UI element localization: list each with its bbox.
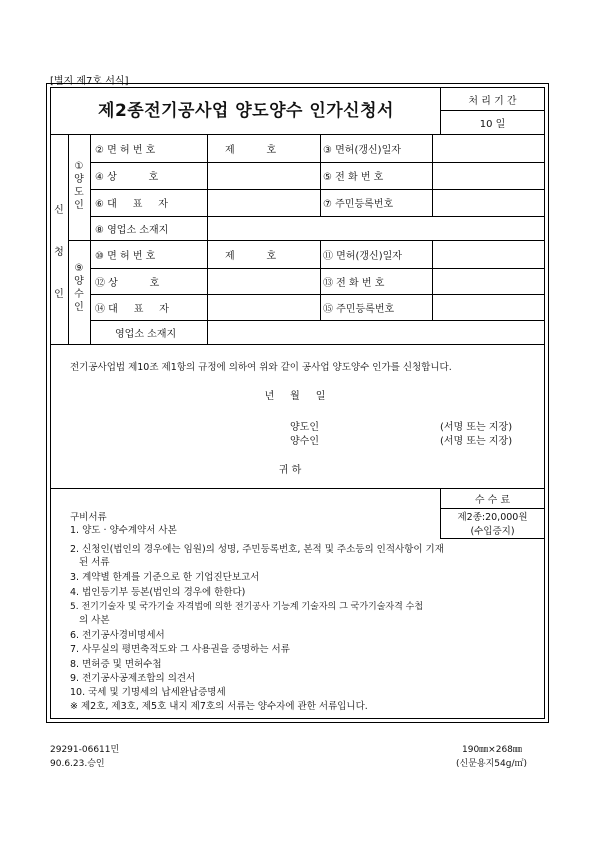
required-doc-item: 의 사본 xyxy=(70,615,110,626)
applicant-group-label: 신청인 xyxy=(54,205,64,300)
required-doc-item: 2. 신청인(법인의 경우에는 임원)의 성명, 주민등록번호, 본적 및 주소등의 인적사항이 기재 xyxy=(70,544,444,555)
required-doc-item: 10. 국세 및 기명세의 납세완납증명세 xyxy=(70,687,226,698)
date-line: 년 월 일 xyxy=(264,390,326,402)
form-title: 제2종전기공사업 양도양수 인가신청서 xyxy=(98,101,394,121)
transferor-label: ① 양 도 인 xyxy=(74,161,84,211)
processing-period-label: 처 리 기 간 xyxy=(468,95,517,107)
application-statement: 전기공사업법 제10조 제1항의 규정에 의하여 위와 같이 공사업 양도양수 인가를 신청합니다. xyxy=(70,362,452,373)
transferee-label: ⑨ 양 수 인 xyxy=(74,263,84,313)
transferee-license-no-label: ⑩ 면 허 번 호 xyxy=(95,250,156,262)
required-doc-note: ※ 제2호, 제3호, 제5호 내지 제7호의 서류는 양수자에 관한 서류입니다. xyxy=(70,701,368,712)
transferor-signer-role: 양도인 xyxy=(290,421,319,433)
required-doc-item: 4. 법인등기부 등본(법인의 경우에 한한다) xyxy=(70,587,246,598)
transferee-office-label: 영업소 소재지 xyxy=(115,328,177,340)
transferor-trade-name-label: ④ 상 호 xyxy=(95,172,159,183)
processing-period-value: 10 일 xyxy=(479,119,506,130)
required-docs-title: 구비서류 xyxy=(70,512,107,523)
required-doc-item: 1. 양도 · 양수계약서 사본 xyxy=(70,525,177,536)
required-doc-item: 3. 계약별 한계를 기준으로 한 기업진단보고서 xyxy=(70,572,260,583)
transferor-license-no-label: ② 면 허 번 호 xyxy=(95,144,156,156)
transferee-license-no-value: 제 호 xyxy=(225,250,277,262)
required-doc-item: 6. 전기공사경비명세서 xyxy=(70,630,165,641)
required-doc-item: 8. 면허증 및 면허수첩 xyxy=(70,659,162,670)
footer-paper-size: 190㎜×268㎜ xyxy=(462,745,522,755)
transferor-signature-mark: (서명 또는 지장) xyxy=(440,421,513,433)
transferor-license-no-value: 제 호 xyxy=(225,144,277,156)
transferee-resident-no-label: ⑮ 주민등록번호 xyxy=(323,303,395,315)
transferee-trade-name-label: ⑫ 상 호 xyxy=(95,277,160,289)
fee-stamp-note: (수입증지) xyxy=(470,526,515,537)
transferor-phone-label: ⑤ 전 화 번 호 xyxy=(323,172,384,183)
footer-approval-date: 90.6.23.승인 xyxy=(50,759,105,769)
transferee-signer-role: 양수인 xyxy=(290,435,319,447)
form-number-label: [별지 제7호 서식] xyxy=(50,76,129,87)
footer-paper-type: (신문용지54g/㎡) xyxy=(456,759,527,769)
transferor-license-date-label: ③ 면허(갱신)일자 xyxy=(323,144,401,156)
transferee-phone-label: ⑬ 전 화 번 호 xyxy=(323,277,385,289)
transferor-representative-label: ⑥ 대 표 자 xyxy=(95,199,168,210)
transferee-signature-mark: (서명 또는 지장) xyxy=(440,435,513,447)
transferee-representative-label: ⑭ 대 표 자 xyxy=(95,303,169,315)
footer-form-code: 29291-06611민 xyxy=(50,745,120,755)
required-doc-item: 7. 사무실의 평면축적도와 그 사용권을 증명하는 서류 xyxy=(70,644,290,655)
required-doc-item: 5. 전기기술자 및 국가기술 자격법에 의한 전기공사 기능계 기술자의 그 국가기술자격 수첩 xyxy=(70,602,424,612)
transferor-office-label: ⑧ 영업소 소재지 xyxy=(95,224,169,236)
transferor-resident-no-label: ⑦ 주민등록번호 xyxy=(323,199,394,210)
transferee-license-date-label: ⑪ 면허(갱신)일자 xyxy=(323,250,402,262)
addressee: 귀 하 xyxy=(278,464,302,476)
required-doc-item: 9. 전기공사공제조합의 의견서 xyxy=(70,673,196,684)
fee-amount: 제2종:20,000원 xyxy=(457,512,528,523)
required-doc-item: 된 서류 xyxy=(70,557,110,568)
fee-label: 수 수 료 xyxy=(474,495,511,506)
